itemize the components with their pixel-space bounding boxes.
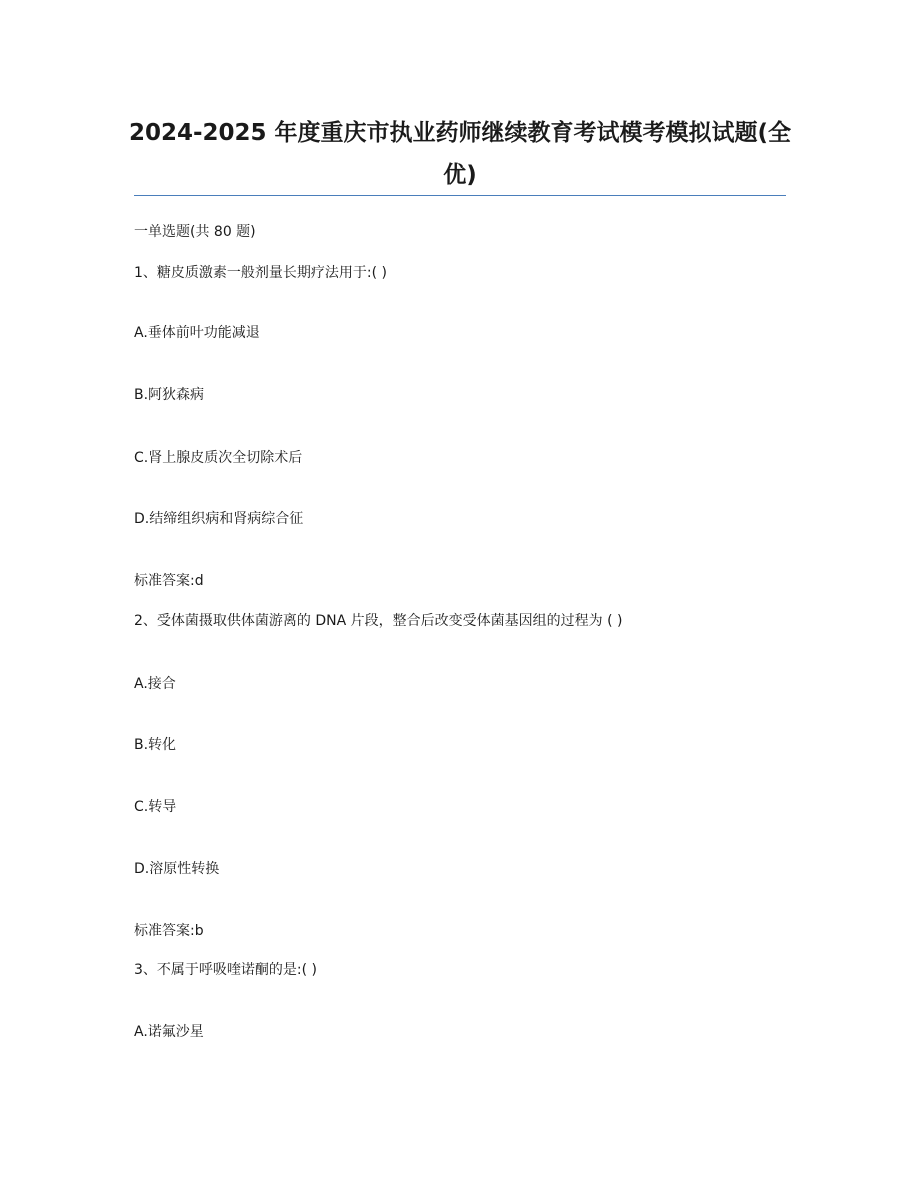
question-1-option-b: B.阿狄森病 [134,387,205,403]
question-1-option-a: A.垂体前叶功能减退 [134,325,260,341]
section-heading: 一单选题(共 80 题) [134,224,256,240]
question-2-stem: 2、受体菌摄取供体菌游离的 DNA 片段，整合后改变受体菌基因组的过程为 ( ) [134,613,623,629]
question-3-option-a: A.诺氟沙星 [134,1024,204,1040]
document-title: 2024-2025 年度重庆市执业药师继续教育考试模考模拟试题(全优) [128,120,792,188]
question-2-option-a: A.接合 [134,676,176,692]
question-2-option-b: B.转化 [134,737,177,753]
question-3-stem: 3、不属于呼吸喹诺酮的是:( ) [134,962,317,978]
question-1-answer: 标准答案:d [134,573,204,589]
question-1-option-c: C.肾上腺皮质次全切除术后 [134,450,303,466]
title-underline [134,195,786,196]
question-2-option-c: C.转导 [134,799,177,815]
question-1-option-d: D.结缔组织病和肾病综合征 [134,511,304,527]
question-1-stem: 1、糖皮质激素一般剂量长期疗法用于:( ) [134,265,387,281]
question-2-option-d: D.溶原性转换 [134,861,220,877]
question-2-answer: 标准答案:b [134,923,204,939]
